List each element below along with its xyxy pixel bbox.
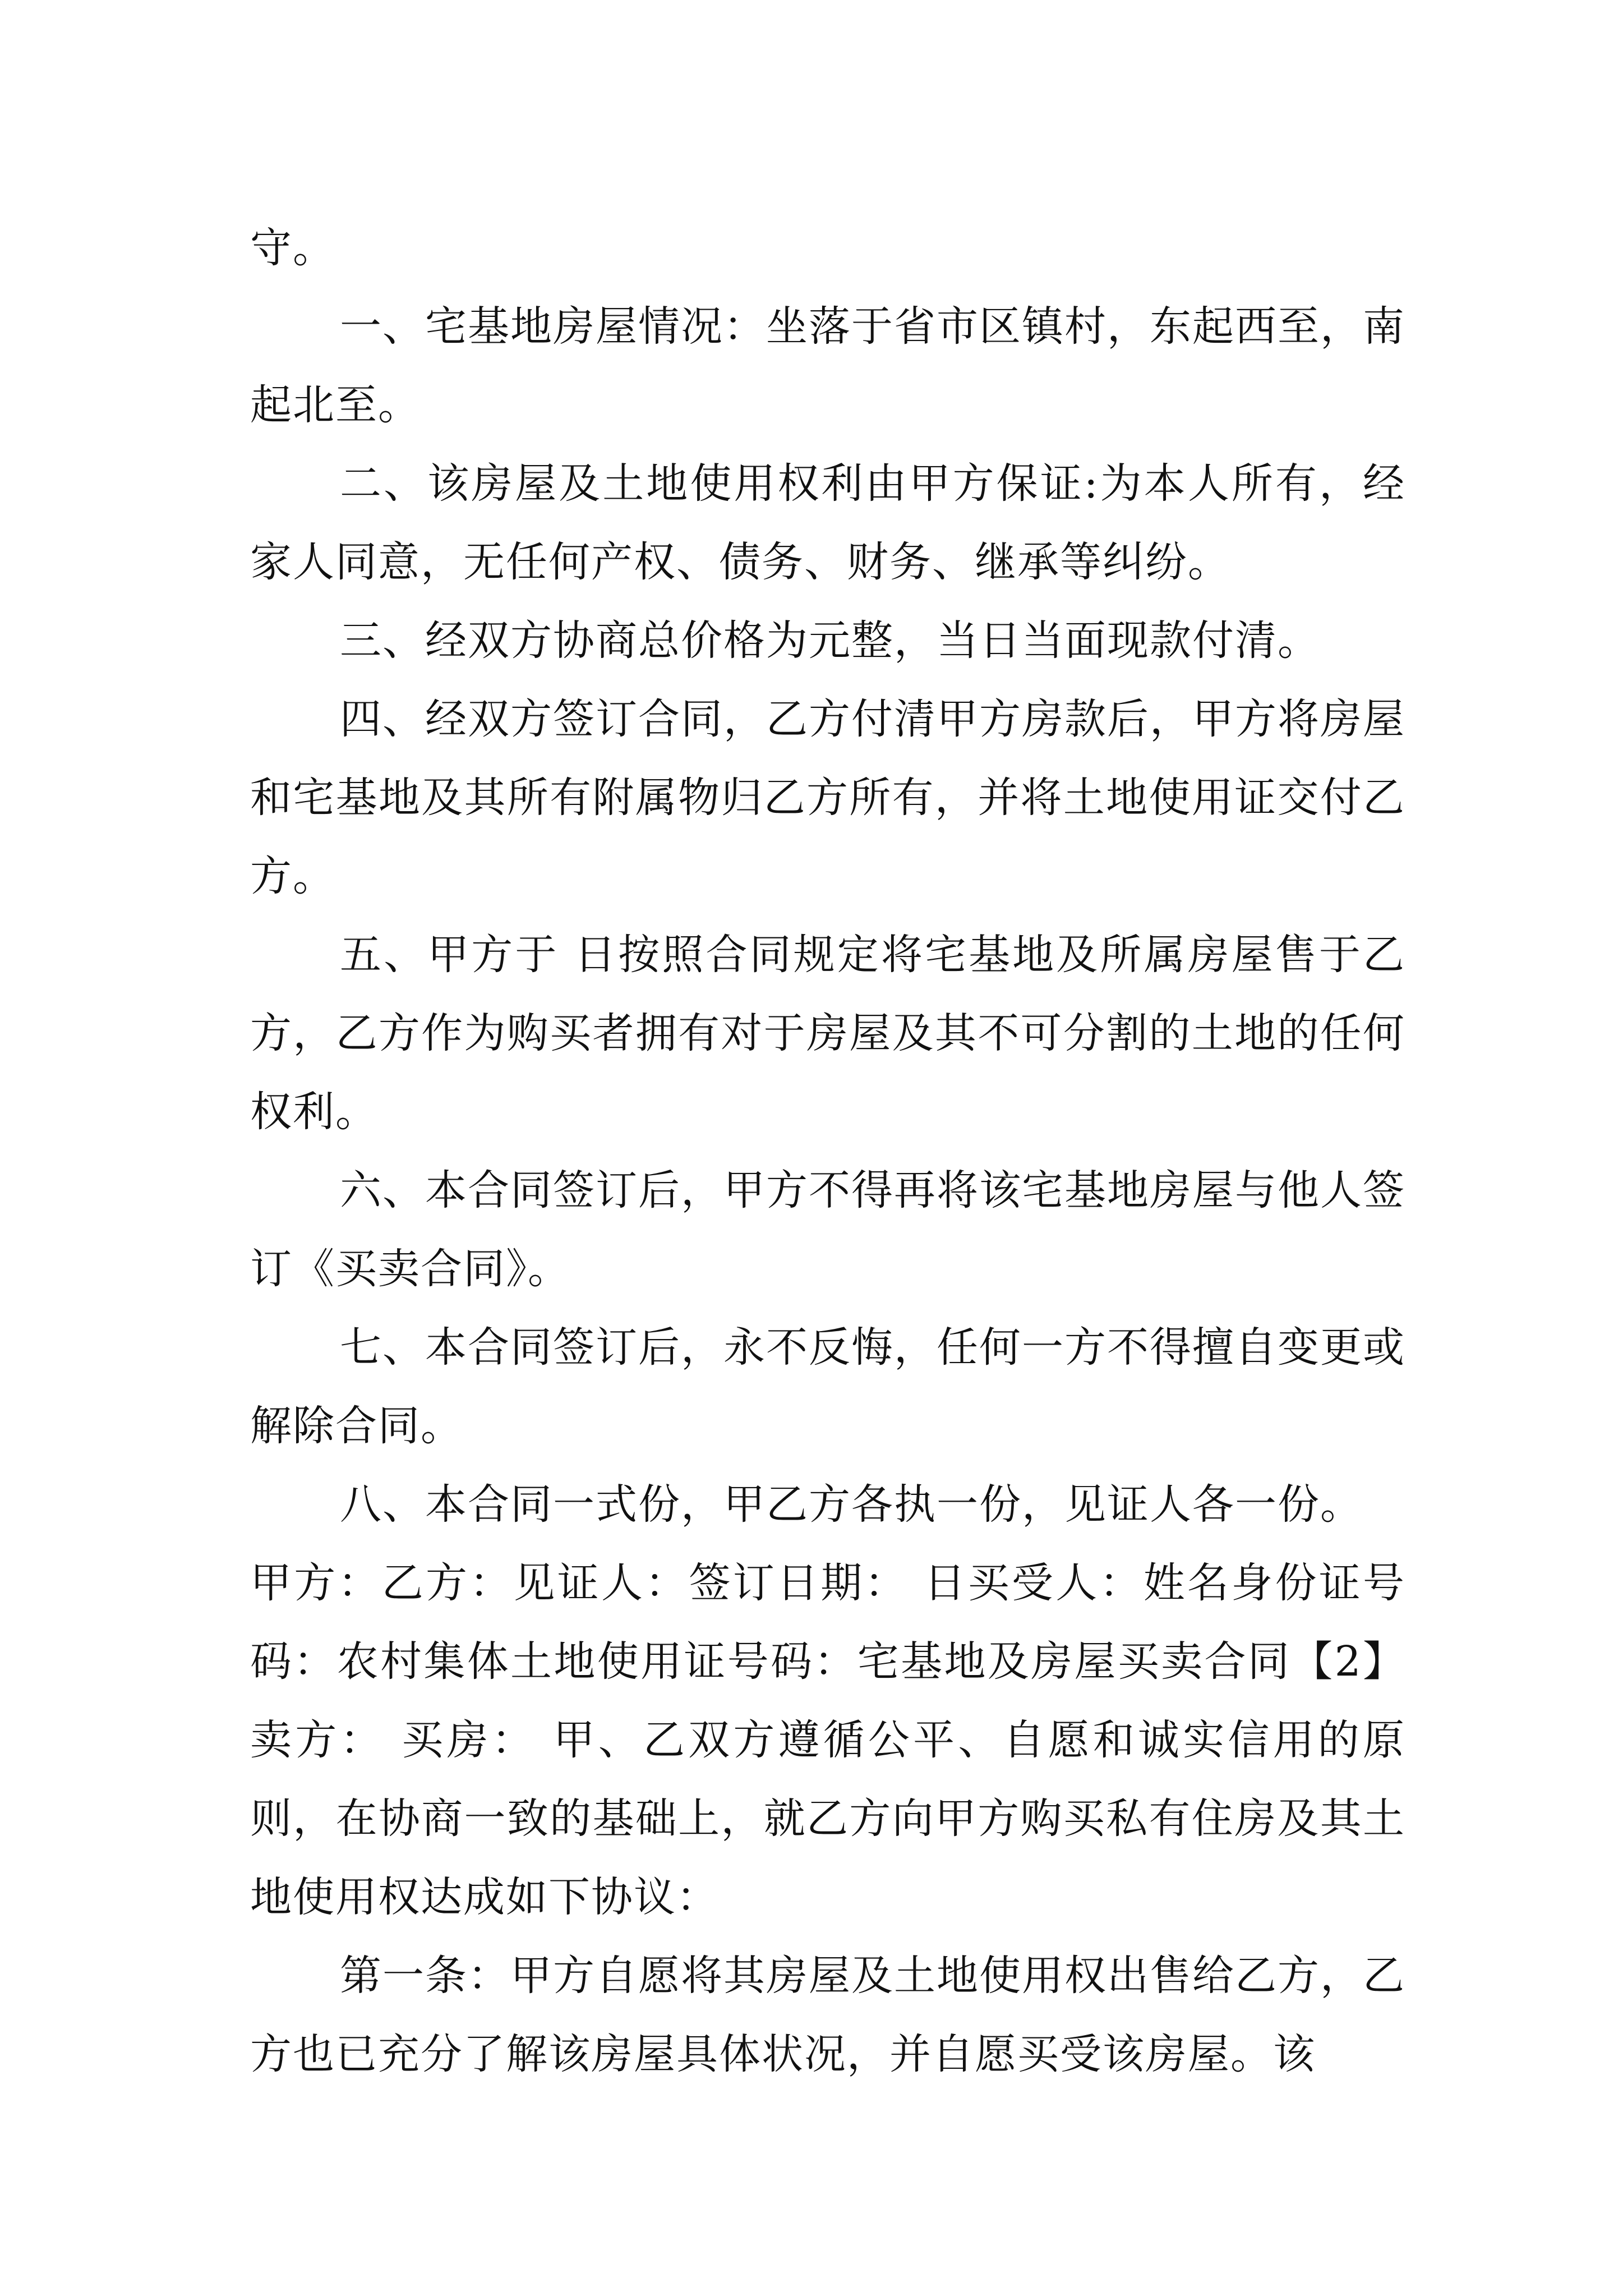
article-1-paragraph: 第一条：甲方自愿将其房屋及土地使用权出售给乙方，乙方也已充分了解该房屋具体状况，并自愿买受该房屋。该 bbox=[250, 1952, 1405, 2078]
clause-6-paragraph: 六、本合同签订后，甲方不得再将该宅基地房屋与他人签订《买卖合同》。 bbox=[250, 1166, 1405, 1293]
clause-8-paragraph: 八、本合同一式份，甲乙方各执一份，见证人各一份。 bbox=[340, 1480, 1363, 1529]
clause-5-paragraph: 五、甲方于 日按照合同规定将宅基地及所属房屋售于乙方，乙方作为购买者拥有对于房屋及其不可分割的土地的任何权利。 bbox=[250, 931, 1405, 1136]
clause-1-paragraph: 一、宅基地房屋情况：坐落于省市区镇村，东起西至，南起北至。 bbox=[250, 302, 1405, 429]
clause-7-paragraph: 七、本合同签订后，永不反悔，任何一方不得擅自变更或解除合同。 bbox=[250, 1323, 1405, 1450]
clause-4-paragraph: 四、经双方签订合同，乙方付清甲方房款后，甲方将房屋和宅基地及其所有附属物归乙方所有，并将土地使用证交付乙方。 bbox=[250, 695, 1405, 900]
signature-and-second-contract-paragraph: 甲方：乙方：见证人：签订日期： 日买受人：姓名身份证号码：农村集体土地使用证号码：宅基地及房屋买卖合同【2】卖方： 买房： 甲、乙双方遵循公平、自愿和诚实信用的原则，在协商一致的基础上，就乙方向甲方购买私有住房及其土地使用权达成如下协议： bbox=[250, 1559, 1405, 1921]
clause-2-paragraph: 二、该房屋及土地使用权利由甲方保证:为本人所有，经家人同意，无任何产权、债务、财务、继承等纠纷。 bbox=[250, 459, 1405, 586]
document-body bbox=[250, 209, 1405, 2093]
paragraph-continuation: 守。 bbox=[250, 224, 335, 272]
clause-3-paragraph: 三、经双方协商总价格为元整，当日当面现款付清。 bbox=[340, 616, 1320, 665]
